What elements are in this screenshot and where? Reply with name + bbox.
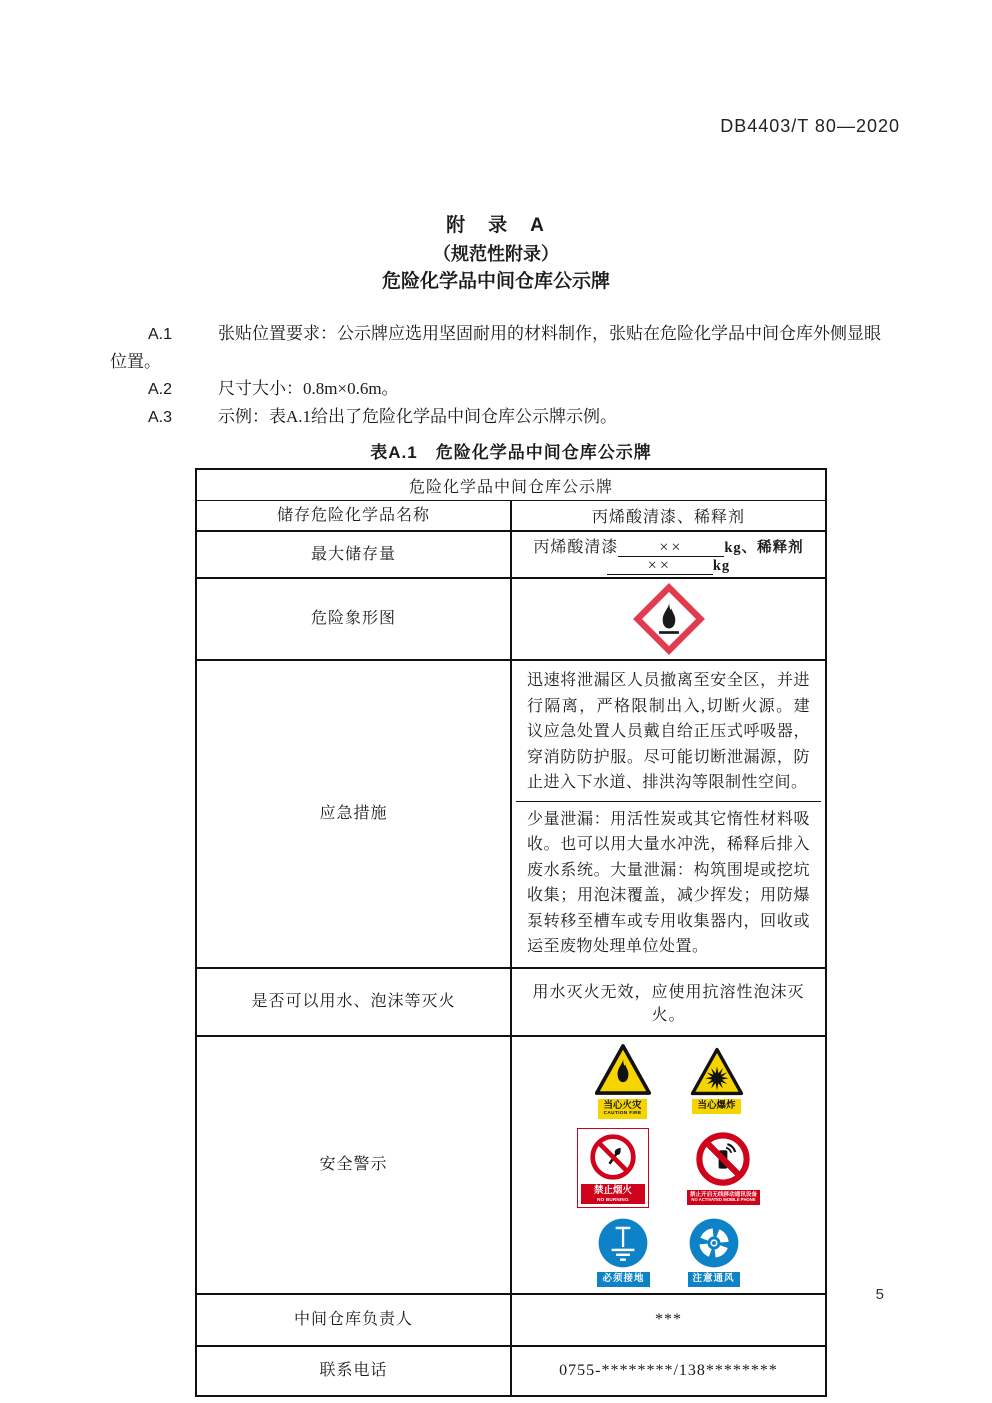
no-burning-icon (588, 1132, 638, 1182)
phone-value: 0755-********/138******** (511, 1346, 826, 1396)
caution-explosion-icon (690, 1047, 744, 1096)
emergency-cell (511, 660, 826, 968)
safety-signs-grid (516, 1039, 821, 1292)
storage-name-value: 丙烯酸清漆、稀释剂 (511, 501, 826, 532)
max-storage-unit2: kg (712, 558, 731, 574)
attention-ventilation-label-cn: 注意通风 (692, 1273, 735, 1285)
extinguish-label: 是否可以用水、泡沫等灭火 (196, 968, 511, 1036)
body-content (110, 320, 895, 1397)
appendix-heading: 危险化学品中间仓库公示牌 (381, 271, 610, 292)
table-caption: 表A.1 危险化学品中间仓库公示牌 (370, 443, 652, 462)
table-row-phone (196, 1346, 826, 1396)
max-storage-label: 最大储存量 (196, 531, 511, 578)
no-burning-label (581, 1184, 645, 1204)
phone-label: 联系电话 (196, 1346, 511, 1396)
max-storage-blank1: ×× (618, 539, 724, 557)
appendix-subtitle: （规范性附录） (433, 244, 559, 264)
signs-row-1 (594, 1043, 744, 1119)
must-ground-label-cn: 必须接地 (602, 1273, 645, 1285)
clause-a1 (110, 320, 895, 375)
emergency-text-leak: 少量泄漏：用活性炭或其它惰性材料吸收。也可以用大量水冲洗，稀释后排入废水系统。大量泄漏：构筑围堤或挖坑收集；用泡沫覆盖，减少挥发；用防爆泵转移至槽车或专用收集器内，回收或运至废物处理单位处置。 (527, 810, 810, 955)
manager-value: *** (511, 1294, 826, 1346)
no-mobile-phone-icon (695, 1131, 751, 1187)
table-row-extinguish (196, 968, 826, 1036)
no-burning-label-en: NO BURNING (597, 1196, 629, 1202)
ghs-flammable-pictogram-icon (633, 583, 705, 655)
clause-a1-text: 张贴位置要求：公示牌应选用坚固耐用的材料制作，张贴在危险化学品中间仓库外侧显眼位置。 (110, 324, 882, 371)
max-storage-item1: 丙烯酸清漆 (533, 539, 619, 556)
pictogram-label: 危险象形图 (196, 578, 511, 660)
table-row-storage-name (196, 501, 826, 532)
extinguish-value: 用水灭火无效，应使用抗溶性泡沫灭火。 (511, 968, 826, 1036)
clause-a1-number: A.1 (148, 326, 173, 343)
emergency-text-evacuation: 迅速将泄漏区人员撤离至安全区，并进行隔离，严格限制出入,切断火源。建议应急处置人员戴自给正压式呼吸器，穿消防防护服。尽可能切断泄漏源，防止进入下水道、排洪沟等限制性空间。 (516, 663, 821, 802)
no-mobile-phone-label-cn: 禁止开启无线移动通讯设备 (689, 1191, 758, 1198)
caution-fire-label (598, 1099, 646, 1119)
sign-attention-ventilation (688, 1217, 740, 1287)
appendix-title: 附 录 A (446, 215, 546, 236)
caution-fire-label-cn: 当心火灾 (603, 1099, 642, 1111)
must-ground-label (597, 1272, 649, 1287)
signs-row-3 (597, 1217, 739, 1287)
public-notice-table (195, 468, 827, 1397)
table-row-pictogram (196, 578, 826, 660)
clause-a2 (110, 375, 895, 403)
standard-code: DB4403/T 80—2020 (720, 116, 900, 136)
sign-no-burning (577, 1128, 649, 1208)
safety-label: 安全警示 (196, 1036, 511, 1295)
signs-row-2 (577, 1128, 760, 1208)
table-row-emergency (196, 660, 826, 968)
max-storage-unit1: kg、稀释剂 (724, 540, 804, 556)
attention-ventilation-label (688, 1272, 740, 1287)
storage-name-label: 储存危险化学品名称 (196, 501, 511, 532)
clause-a3 (110, 403, 895, 431)
clause-a3-text: 示例：表A.1给出了危险化学品中间仓库公示牌示例。 (218, 407, 618, 426)
no-mobile-phone-label (687, 1190, 760, 1205)
table-row-max-storage (196, 531, 826, 578)
max-storage-blank2: ×× (607, 557, 713, 575)
appendix-title-block (0, 212, 992, 296)
pictogram-cell (511, 578, 826, 660)
emergency-label: 应急措施 (196, 660, 511, 968)
safety-signs-cell (511, 1036, 826, 1295)
caution-explosion-label-cn: 当心爆炸 (697, 1100, 736, 1112)
clause-a2-number: A.2 (148, 381, 173, 398)
page-number: 5 (875, 1286, 884, 1303)
manager-label: 中间仓库负责人 (196, 1294, 511, 1346)
sign-caution-explosion (690, 1047, 744, 1114)
no-burning-label-cn: 禁止烟火 (593, 1184, 632, 1196)
table-row-safety-signs (196, 1036, 826, 1295)
max-storage-value (511, 531, 826, 578)
caution-fire-icon (594, 1043, 652, 1096)
table-row-title (196, 469, 826, 501)
attention-ventilation-icon (688, 1217, 740, 1269)
table-title-cell: 危险化学品中间仓库公示牌 (196, 469, 826, 501)
sign-must-ground (597, 1217, 649, 1287)
must-connect-ground-icon (597, 1217, 649, 1269)
caution-explosion-label (692, 1099, 740, 1114)
table-row-manager (196, 1294, 826, 1346)
no-mobile-phone-label-en: NO ACTIVATED MOBILE PHONE (691, 1197, 756, 1203)
clause-a2-text: 尺寸大小：0.8m×0.6m。 (218, 379, 399, 398)
caution-fire-label-en: CAUTION FIRE (603, 1111, 642, 1117)
sign-caution-fire (594, 1043, 652, 1119)
sign-no-mobile-phone (687, 1131, 760, 1205)
clause-a3-number: A.3 (148, 409, 173, 426)
